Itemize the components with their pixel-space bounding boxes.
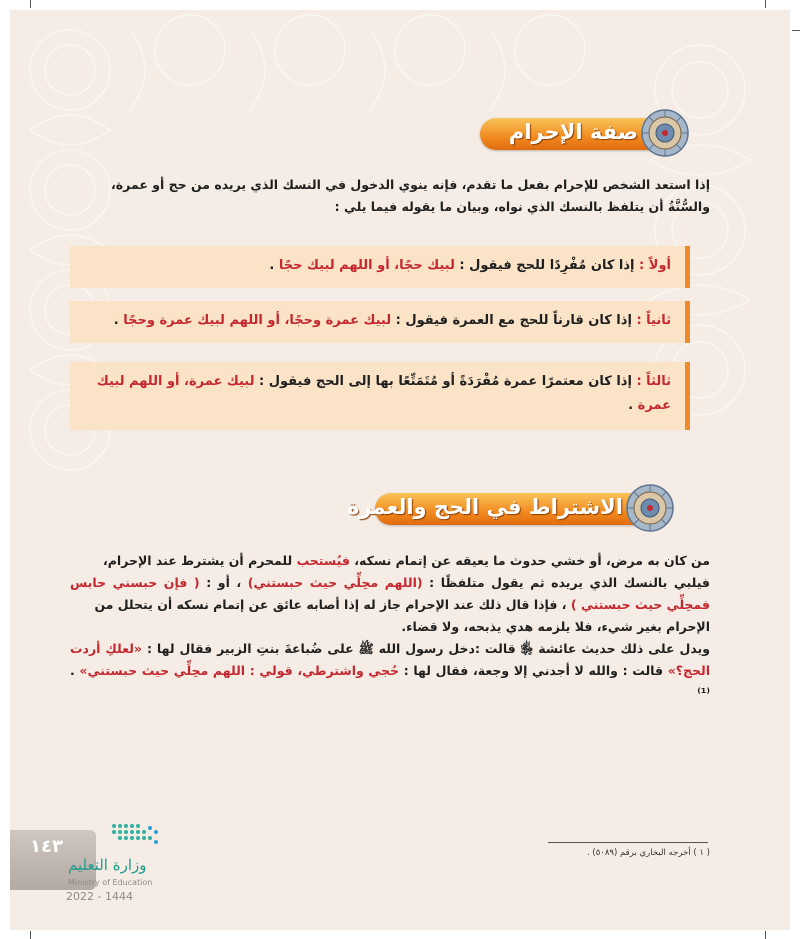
section-title-ihram: صفة الإحرام <box>508 120 638 144</box>
ihram-intro-paragraph <box>70 174 710 218</box>
text-run: قالت : والله لا أجدني إلا وجعة، فقال لها : <box>403 663 664 678</box>
ishtirat-line-3: الإحرام بغير شيء، فلا يلزمه هدي يذبحه، ولا قضاء. <box>401 619 710 634</box>
talbiya-box-ifrad <box>70 246 690 288</box>
footnote: ( ١ ) أخرجه البخاري برقم (٥٠٨٩) . <box>587 848 710 858</box>
ishtirat-line-1 <box>70 550 710 572</box>
edition-year: 2022 - 1444 <box>66 890 133 903</box>
text-run-highlight: حُجي واشترطي، قولي : اللهم محِلِّي حيث حبستني» <box>79 663 400 678</box>
box-text: إذا كان قارناً للحج مع العمرة فيقول : <box>395 313 632 328</box>
crop-mark <box>792 30 800 31</box>
crop-mark <box>30 0 31 8</box>
section-header-ishtirat <box>347 483 675 533</box>
box-label: ثالثاً : <box>636 374 671 389</box>
intro-line-1: إذا استعد الشخص للإحرام بفعل ما تقدم، فإنه ينوي الدخول في النسك الذي يريده من حج أو عمرة، <box>111 177 710 192</box>
text-run: للمحرم أن يشترط عند الإحرام، <box>103 553 293 568</box>
textbook-page <box>10 10 790 930</box>
box-end: . <box>628 398 634 413</box>
section-title-ishtirat: الاشتراط في الحج والعمرة <box>347 495 623 519</box>
text-run: فيلبي بالنسك الذي يريده ثم يقول متلفظًا : <box>429 575 710 590</box>
hadith-paragraph <box>70 638 710 704</box>
ministry-name-ar: وزارة التعليم <box>68 856 147 874</box>
box-highlight: لبيك عمرة، أو اللهم لبيك عمرة <box>96 374 671 413</box>
box-label: أولاً : <box>639 258 671 273</box>
box-highlight: لبيك حجًا، أو اللهم لبيك حجًا <box>278 258 455 273</box>
text-run-highlight: فيُستحب <box>296 553 350 568</box>
talbiya-box-tamattu <box>70 362 690 430</box>
box-label: ثانياً : <box>636 313 671 328</box>
ministry-logo-icon <box>110 822 160 848</box>
ministry-name-en: Ministry of Education <box>68 878 153 887</box>
rosette-ornament-icon <box>625 483 675 533</box>
text-run: ، فإذا قال ذلك عند الإحرام جاز له إذا أصابه عائق عن إتمام نسكه أن يتحلل من <box>94 597 567 612</box>
text-run-highlight: «لعلكِ أردت الحج؟» <box>70 641 711 678</box>
text-run: من كان به مرض، أو خشي حدوث ما يعيقه عن إتمام نسكه، <box>354 553 710 568</box>
footnote-marker: . ⁽¹⁾ <box>70 663 710 700</box>
crop-mark <box>30 931 31 939</box>
box-text: إذا كان معتمرًا عمرة مُفْرَدَةً أو مُتَمَتِّعًا بها إلى الحج فيقول : <box>259 374 632 389</box>
intro-line-2: والسُّنَّةُ أن يتلفظ بالنسك الذي نواه، وبيان ما يقوله فيما يلي : <box>334 199 710 214</box>
box-text: إذا كان مُفْرِدًا للحج فيقول : <box>459 258 635 273</box>
box-highlight: لبيك عمرة وحجًا، أو اللهم لبيك عمرة وحجًا <box>123 313 392 328</box>
text-run: ويدل على ذلك حديث عائشة ﵂ قالت :دخل رسول الله ﷺ على ضُباعةَ بنتِ الزبير فقال لها : <box>146 641 710 656</box>
footnote-divider <box>548 842 708 843</box>
text-run-highlight: (اللهم محِلِّي حيث حبستني) <box>247 575 423 590</box>
ishtirat-body <box>70 550 710 704</box>
crop-mark <box>765 931 766 939</box>
page-number: ١٤٣ <box>30 836 63 857</box>
box-end: . <box>269 258 275 273</box>
talbiya-box-qiran <box>70 301 690 343</box>
text-run-highlight: ( فإن حبسني حابس فمحِلِّي حيث حبستني ) <box>70 575 710 612</box>
crop-mark <box>765 0 766 8</box>
rosette-ornament-icon <box>640 108 690 158</box>
section-header-ihram <box>480 108 690 158</box>
text-run: ، أو : <box>206 575 242 590</box>
ishtirat-line-2 <box>70 572 710 616</box>
box-end: . <box>113 313 119 328</box>
